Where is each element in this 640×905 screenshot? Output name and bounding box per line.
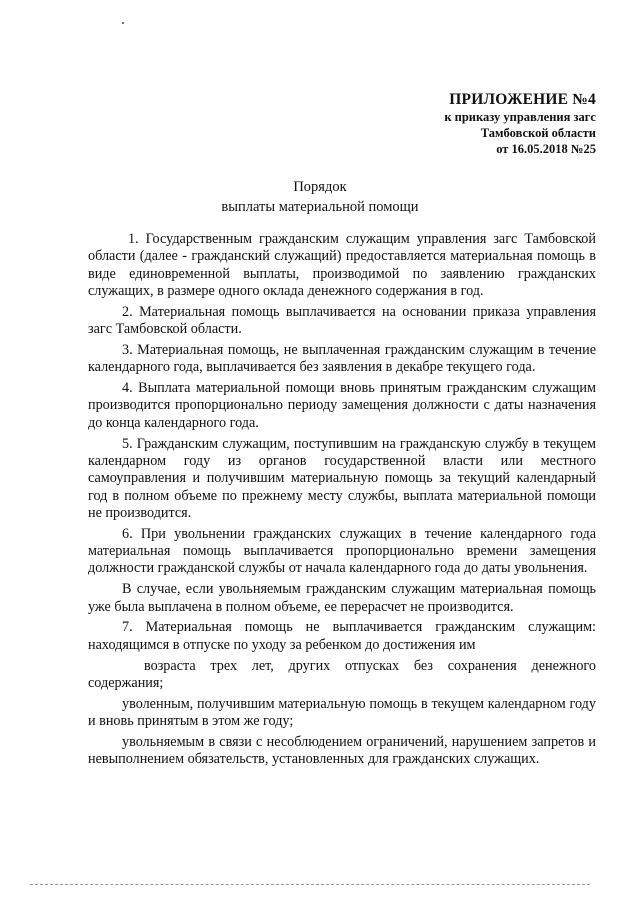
appendix-region-line: Тамбовской области: [480, 126, 596, 140]
paragraph-7-item-2: уволенным, получившим материальную помощь в текущем календарном году и вновь принятым в этом же году;: [88, 695, 596, 730]
paragraph-6: 6. При увольнении гражданских служащих в течение календарного года материальная помощь выплачивается пропорционально времени замещения должности гражданской службы от начала календарного года до даты увольнения.: [88, 525, 596, 577]
scan-artifact: [122, 22, 124, 24]
paragraph-2: 2. Материальная помощь выплачивается на основании приказа управления загс Тамбовской области.: [88, 303, 596, 338]
paragraph-7-item-3: увольняемым в связи с несоблюдением ограничений, нарушением запретов и невыполнением обязательств, установленных для гражданских служащих.: [88, 733, 596, 768]
paragraph-6-note: В случае, если увольняемым гражданским служащим материальная помощь уже была выплачена в полном объеме, ее перерасчет не производится.: [88, 581, 596, 615]
paragraph-5: 5. Гражданским служащим, поступившим на гражданскую службу в текущем календарном году из органов государственной власти или местного самоуправления и получившим материальную помощь за текущий календарный год в полном объеме по прежнему месту службы, выплата материальной помощи не производится.: [88, 435, 596, 521]
scan-bottom-edge: [30, 884, 590, 885]
document-heading: [0, 177, 640, 217]
appendix-order-line: к приказу управления загс: [444, 110, 596, 124]
appendix-title: ПРИЛОЖЕНИЕ №4: [449, 91, 596, 108]
heading-subtitle: выплаты материальной помощи: [221, 199, 419, 215]
paragraph-7-item-1: возраста трех лет, других отпусках без сохранения денежного содержания;: [88, 657, 596, 691]
document-body: [88, 231, 596, 769]
paragraph-1: 1. Государственным гражданским служащим управления загс Тамбовской области (далее - гражданский служащий) предоставляется материальная помощь в виде единовременной выплаты, производимой по заявлению гражданских служащих, в размере одного оклада денежного содержания в год.: [88, 231, 596, 299]
paragraph-7: 7. Материальная помощь не выплачивается гражданским служащим: находящимся в отпуске по уходу за ребенком до достижения им: [88, 619, 596, 653]
heading-title: Порядок: [293, 179, 347, 195]
appendix-header: [444, 92, 596, 157]
paragraph-4: 4. Выплата материальной помощи вновь принятым гражданским служащим производится пропорционально периоду замещения должности с даты назначения до конца календарного года.: [88, 380, 596, 431]
paragraph-3: 3. Материальная помощь, не выплаченная гражданским служащим в течение календарного года, выплачивается без заявления в декабре текущего года.: [88, 341, 596, 376]
appendix-date-line: от 16.05.2018 №25: [496, 142, 596, 156]
